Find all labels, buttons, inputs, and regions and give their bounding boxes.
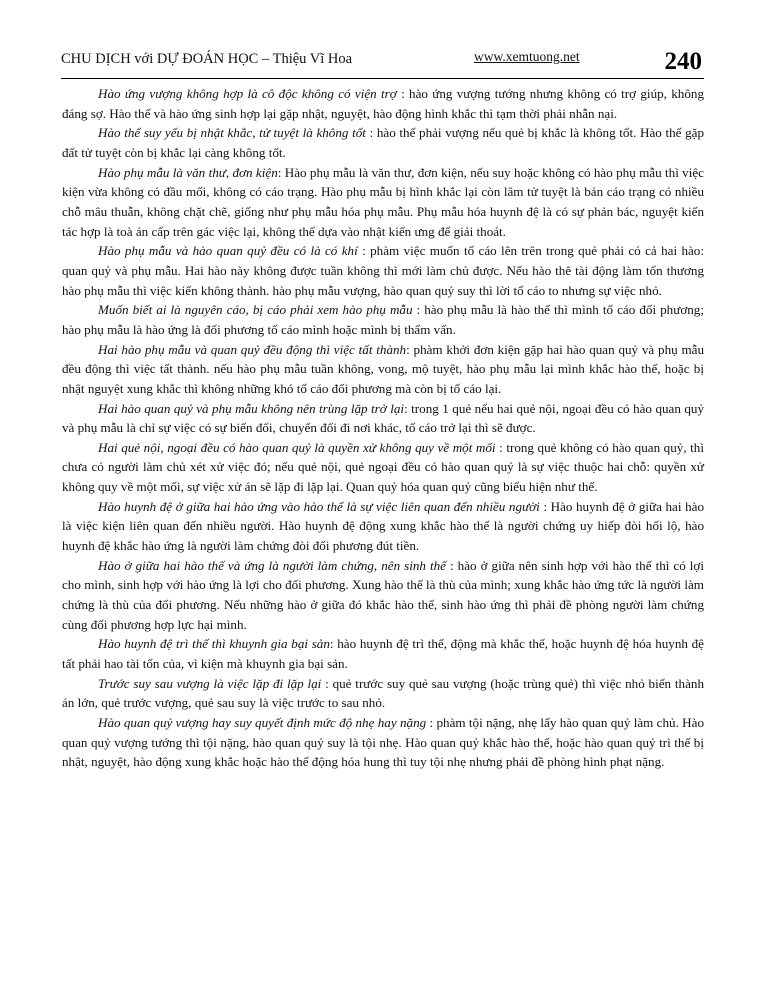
paragraph-text: : phàm khởi đơn kiện gặp hai hào quan quỷ và phụ mẫu đều động thì việc tất thành. nếu hào phụ mẫu tuần không, vong, mộ tuyệt, hào phụ mẫu lại mình khắc hào thế, hoặc bị nhật nguyệt xung khắc thì không những khó tố cáo đối phương mà còn bị tố cáo lại. [62,341,705,396]
paragraph [62,674,704,713]
paragraph [62,84,704,123]
paragraph [62,340,704,399]
paragraph-text: : hào ứng vượng tướng nhưng không có trợ giúp, không đáng sợ. Hào thế và hào ứng sinh hợp lại gặp nhật, nguyệt, hào động hình khắc thì tạm thời phải nhẫn nại. [62,86,704,121]
paragraph-text: : phàm việc muốn tố cáo lên trên trong quẻ phải có cả hai hào: quan quỷ và phụ mẫu. Hai hào này không được tuần không thì mới làm chủ được. Nếu hào thê tài động làm tổn thương hào phụ mẫu thì việc kiến không thành. hào phụ mẫu vượng, hào quan quỷ suy thì lời tố cáo to nhưng sự việc nhỏ. [62,243,704,298]
paragraph-heading: Hào phụ mẫu là văn thư, đơn kiện [98,164,278,180]
paragraph-heading: Hào ở giữa hai hào thế và ứng là người làm chứng, nên sinh thế [98,557,446,573]
website-link[interactable]: www.xemtuong.net [474,49,580,64]
paragraph [62,300,704,339]
page-number: 240 [664,48,702,75]
paragraph [62,399,704,438]
paragraph-heading: Muốn biết ai là nguyên cáo, bị cáo phải xem hào phụ mẫu [98,302,413,318]
paragraph-heading: Hào thế suy yếu bị nhật khắc, tử tuyệt là không tốt [98,125,366,141]
page-header [61,45,704,79]
body-text [62,84,704,772]
paragraph-heading: Hào ứng vượng không hợp là cô độc không có viện trợ [98,86,397,101]
paragraph [62,163,704,242]
paragraph-text: : Hào huynh đệ ở giữa hai hào là việc kiện liên quan đến nhiều người. Hào huynh đệ động xung khắc hào thế là người chứng uy hiếp đòi hối lộ, hào huynh đệ khắc hào ứng là người làm chứng đòi đối phương đút tiền. [62,498,704,554]
paragraph-text: : Hào phụ mẫu là văn thư, đơn kiện, nếu suy hoặc không có hào phụ mẫu thì việc kiện vừa không có đầu mối, không có cáo trạng. Hào phụ mẫu bị hình khắc lại còn lâm tử tuyệt là bản cáo trạng có nhiều chỗ mâu thuẫn, không chặt chẽ, giống như phụ mẫu hóa phụ mẫu. Phụ mẫu hóa huynh đệ là có sự phản bác, nguyệt kiến tác hợp là toà án cấp trên gác việc lại, không thể dựa vào nhật kiến ưng để giải thoát. [62,164,704,239]
paragraph-text: : trong 1 quẻ nếu hai quẻ nội, ngoại đều có hào quan quỷ và phụ mẫu là chỉ sự việc có sự biến đổi, chuyển đổi đi nơi khác, tố cáo trở lại thì sẽ được. [62,400,704,436]
paragraph [62,438,704,497]
paragraph-text: : hào phụ mẫu là hào thế thì mình tố cáo đối phương; hào phụ mẫu là hào ứng là đối phương tố cáo mình hoặc mình bị thẩm vấn. [62,302,704,337]
paragraph [62,497,704,556]
paragraph-text: : hào thế phải vượng nếu quẻ bị khắc là không tốt. Hào thế gặp đất tử tuyệt còn bị khắc lại càng không tốt. [62,125,704,160]
paragraph [62,123,704,162]
paragraph [62,241,704,300]
paragraph-heading: Hào quan quỷ vượng hay suy quyết định mức độ nhẹ hay nặng [98,715,427,730]
paragraph-heading: Hai hào quan quỷ và phụ mẫu không nên trùng lặp trở lại [98,400,405,416]
paragraph-heading: Hai hào phụ mẫu và quan quỷ đều động thì việc tất thành [98,341,407,357]
paragraph-text: : quẻ trước suy quẻ sau vượng (hoặc trùng quẻ) thì việc nhỏ biến thành án lớn, quẻ trước vượng, quẻ sau suy là việc trước to sau nhỏ. [62,675,704,711]
paragraph-text: : trong quẻ không có hào quan quỷ, thì chưa có người làm chủ xét xử việc đó; nếu quẻ nội, quẻ ngoại đều có hào quan quỷ là sự việc thuộc hai chỗ: quyền xử không quy về một mối, sự việc xử án sẽ lặp đi lặp lại. Quan quỷ hóa quan quỷ cũng biểu hiện như thế. [62,439,704,495]
paragraph [62,634,704,673]
paragraph-heading: Hào huynh đệ ở giữa hai hào ứng vào hào thế là sự việc liên quan đến nhiều người [98,498,540,514]
book-title: CHU DỊCH với DỰ ĐOÁN HỌC – Thiệu Vĩ Hoa [61,51,353,67]
paragraph-heading: Hai quẻ nội, ngoại đều có hào quan quỷ là quyền xử không quy về một mối [98,439,496,455]
paragraph [62,713,704,772]
paragraph-text: : hào ở giữa nên sinh hợp với hào thế thì có lợi cho mình, sinh hợp với hào ứng là lợi cho đối phương. Xung hào thế là thù của mình; xung khắc hào ứng tức là người làm chứng là thù của đối phương. Nếu những hào ở giữa đó khắc hào thế, sinh hào ứng thì phải đề phòng người làm chứng cùng đối phương hợp lực hại mình. [62,557,704,632]
paragraph-text: : phàm tội nặng, nhẹ lấy hào quan quỷ làm chủ. Hào quan quỷ vượng tướng thì tội nặng, hào quan quỷ suy là tội nhẹ. Hào quan quỷ khắc hào thế, hoặc hào quan quỷ trì thế bị nhật, nguyệt, hào động xung khắc hoặc hào thế động hóa hung thì tuy tội nhẹ nhưng phải đề phòng hình phạt nặng. [62,715,704,770]
paragraph-heading: Hào phụ mẫu và hào quan quỷ đều có là có khí [98,243,358,259]
paragraph [62,556,704,635]
paragraph-heading: Hào huynh đệ trì thế thì khuynh gia bại sản [98,636,330,652]
paragraph-text: : hào huynh đệ trì thế, động mà khắc thế, hoặc huynh đệ hóa huynh đệ tất phải hao tài tốn của, vì kiện mà khuynh gia bại sản. [62,636,704,672]
paragraph-heading: Trước suy sau vượng là việc lặp đi lặp lại [98,675,322,691]
